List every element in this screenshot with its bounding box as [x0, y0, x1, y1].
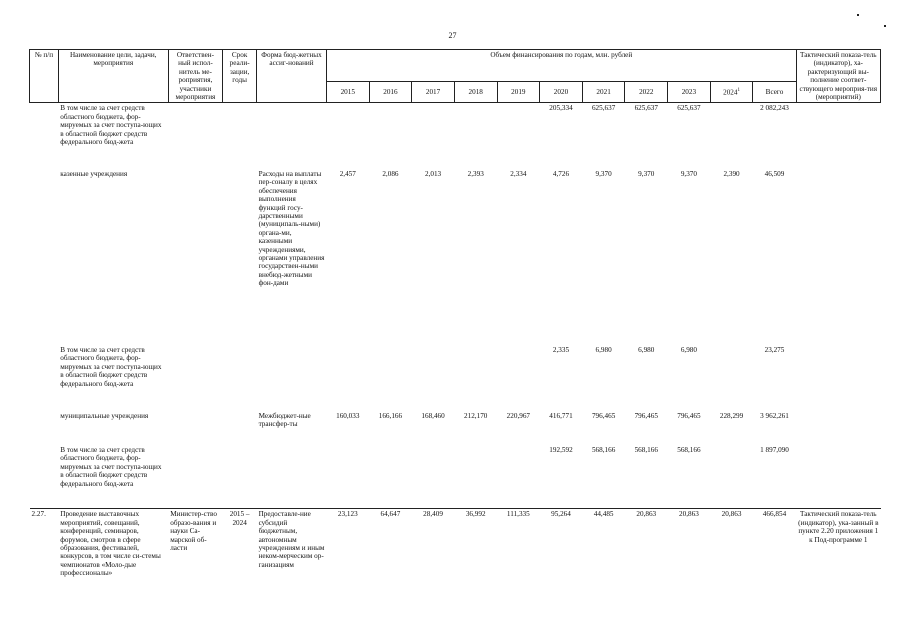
row-value: 796,465	[591, 411, 616, 420]
header-year: 2021	[582, 82, 625, 103]
row-value: 23,123	[337, 510, 358, 519]
row-value: 2,335	[552, 345, 570, 354]
row-value	[412, 103, 455, 169]
row-value	[497, 445, 540, 509]
row-number	[30, 445, 59, 509]
row-form	[257, 103, 327, 169]
row-form: Предоставле-ние субсидий бюджетным, автономным учреждениям и иным неком-мерческим ор-ганизациям	[258, 510, 325, 569]
row-term	[223, 345, 257, 411]
row-value: 9,370	[680, 169, 697, 178]
header-year: 2022	[625, 82, 668, 103]
row-number	[30, 169, 59, 345]
header-funding: Объем финансирования по годам, млн. рублей	[326, 50, 796, 82]
header-year: Всего	[753, 82, 796, 103]
row-value: 2 082,243	[760, 104, 789, 113]
row-number: 2.27.	[31, 510, 46, 519]
row-name: муниципальные учреждения	[60, 411, 149, 420]
row-value: 9,370	[638, 169, 655, 178]
row-value: 166,166	[378, 411, 403, 420]
row-responsible: Министер-ство образо-вания и науки Са-марской об-ласти	[170, 510, 217, 553]
row-value: 6,980	[638, 345, 655, 354]
header-year: 2018	[454, 82, 497, 103]
row-value: 6,980	[595, 345, 612, 354]
row-value	[454, 345, 497, 411]
row-value: 20,863	[721, 510, 742, 519]
row-value: 168,460	[421, 411, 445, 420]
row-value: 568,166	[634, 445, 658, 454]
row-name: Проведение выставочных мероприятий, совещаний, конференций, семинаров, форумов, смотров в сфере образования, фестивалей, конкурсов, в том числе си-стемы чемпионатов «Моло-дые профессионалы»	[60, 510, 161, 578]
header-year: 2015	[326, 82, 369, 103]
table-row	[30, 509, 881, 599]
row-value: 36,992	[465, 510, 486, 519]
financing-table	[29, 49, 881, 599]
row-form: Межбюджет-ные трансфер-ты	[258, 411, 311, 429]
row-name: В том числе за счет средств областного бюджета, фор-мируемых за счет поступа-ющих в областной бюджет средств федерального бюд-жета	[60, 104, 162, 147]
header-year: 2020	[540, 82, 583, 103]
row-value: 2,393	[467, 169, 484, 178]
row-value: 46,509	[764, 169, 785, 178]
row-value: 3 962,261	[760, 411, 789, 420]
row-value: 20,863	[636, 510, 657, 519]
scan-speck	[857, 14, 859, 16]
table-row	[30, 345, 881, 411]
row-responsible	[168, 411, 222, 445]
row-value: 2,086	[382, 169, 399, 178]
row-value: 2,334	[510, 169, 527, 178]
header-responsible: Ответствен-ный испол-нитель ме-роприятия, участники мероприятия	[168, 50, 222, 103]
row-value	[497, 345, 540, 411]
row-value: 44,485	[593, 510, 614, 519]
row-value: 625,637	[591, 104, 616, 113]
row-number	[30, 345, 59, 411]
row-value: 212,170	[464, 411, 488, 420]
row-value: 28,409	[423, 510, 443, 519]
header-name: Наименование цели, задачи, мероприятия	[58, 50, 168, 103]
row-term	[223, 411, 257, 445]
row-responsible	[168, 103, 222, 169]
row-term: 2015 – 2024	[229, 510, 250, 527]
row-value	[326, 345, 369, 411]
row-indicator	[796, 445, 880, 509]
row-value	[369, 103, 412, 169]
table-header	[30, 50, 881, 103]
row-value: 796,465	[634, 411, 658, 420]
header-year: 2023	[668, 82, 711, 103]
row-indicator	[796, 169, 880, 345]
row-term	[223, 103, 257, 169]
row-indicator	[796, 345, 880, 411]
row-value: 9,370	[595, 169, 612, 178]
header-indicator: Тактический показа-тель (индикатор), ха-рактеризующий вы-полнение соответ-ствующего мероприя-тия (мероприятий)	[796, 50, 880, 103]
row-value: 2,390	[723, 169, 740, 178]
row-value: 2,013	[424, 169, 442, 178]
row-value	[412, 345, 455, 411]
row-term	[223, 445, 257, 509]
row-value	[369, 345, 412, 411]
row-value: 568,166	[591, 445, 616, 454]
header-year: 2016	[369, 82, 412, 103]
table-row	[30, 445, 881, 509]
row-value: 220,967	[506, 411, 531, 420]
row-value: 228,299	[719, 411, 744, 420]
page-number: 27	[448, 31, 457, 40]
table-row	[30, 411, 881, 445]
row-value: 95,264	[551, 510, 571, 519]
header-year: 2019	[497, 82, 540, 103]
row-value: 6,980	[680, 345, 697, 354]
row-term	[223, 169, 257, 345]
row-value: 1 897,090	[760, 445, 789, 454]
header-term: Срок реали-зации, годы	[223, 50, 257, 103]
row-value: 20,863	[679, 510, 699, 519]
row-name: В том числе за счет средств областного бюджета, фор-мируемых за счет поступа-ющих в областной бюджет средств федерального бюд-жета	[60, 345, 162, 388]
row-value	[326, 103, 369, 169]
row-value: 416,771	[549, 411, 573, 420]
table-row	[30, 169, 881, 345]
row-value: 796,465	[677, 411, 701, 420]
row-value: 466,854	[762, 510, 787, 519]
row-value	[710, 103, 753, 169]
row-responsible	[168, 445, 222, 509]
scan-speck	[884, 25, 886, 27]
header-year: 2017	[412, 82, 455, 103]
row-value	[454, 103, 497, 169]
row-value: 160,033	[336, 411, 360, 420]
row-value: 111,335	[506, 510, 530, 519]
row-value: 205,334	[549, 104, 573, 113]
row-indicator	[796, 103, 880, 169]
header-num: № п/п	[30, 50, 59, 103]
row-value	[326, 445, 369, 509]
row-form: Расходы на выплаты пер-соналу в целях обеспечения выполнения функций госу-дарственными (муниципаль-ными) органа-ми, казенными учреждениями, органами управления государствен-ными внебюд-жетными фон-дами	[258, 169, 325, 288]
row-responsible	[168, 169, 222, 345]
header-year: 2024$^1$	[710, 82, 753, 103]
row-value	[497, 103, 540, 169]
row-value: 625,637	[634, 104, 658, 113]
row-value	[412, 445, 455, 509]
table-body	[30, 103, 881, 599]
row-indicator	[796, 411, 880, 445]
row-value: 192,592	[549, 445, 573, 454]
row-name: казенные учреждения	[60, 169, 128, 178]
row-value: 2,457	[339, 169, 356, 178]
row-value	[454, 445, 497, 509]
row-value: 64,647	[380, 510, 401, 519]
row-number	[30, 103, 59, 169]
row-value: 625,637	[677, 104, 701, 113]
footnote-mark: 1	[737, 88, 740, 94]
row-value	[710, 345, 753, 411]
row-indicator: Тактический показа-тель (индикатор), ука-занный в пункте 2.20 приложения 1 к Под-программе 1	[798, 510, 879, 544]
header-form: Форма бюд-жетных ассиг-нований	[257, 50, 327, 103]
row-value	[710, 445, 753, 509]
row-form	[257, 345, 327, 411]
row-responsible	[168, 345, 222, 411]
row-number	[30, 411, 59, 445]
row-value	[369, 445, 412, 509]
row-value: 23,275	[764, 345, 785, 354]
row-value: 568,166	[677, 445, 701, 454]
row-value: 4,726	[552, 169, 570, 178]
table-row	[30, 103, 881, 169]
row-name: В том числе за счет средств областного бюджета, фор-мируемых за счет поступа-ющих в областной бюджет средств федерального бюд-жета	[60, 445, 162, 488]
row-form	[257, 445, 327, 509]
